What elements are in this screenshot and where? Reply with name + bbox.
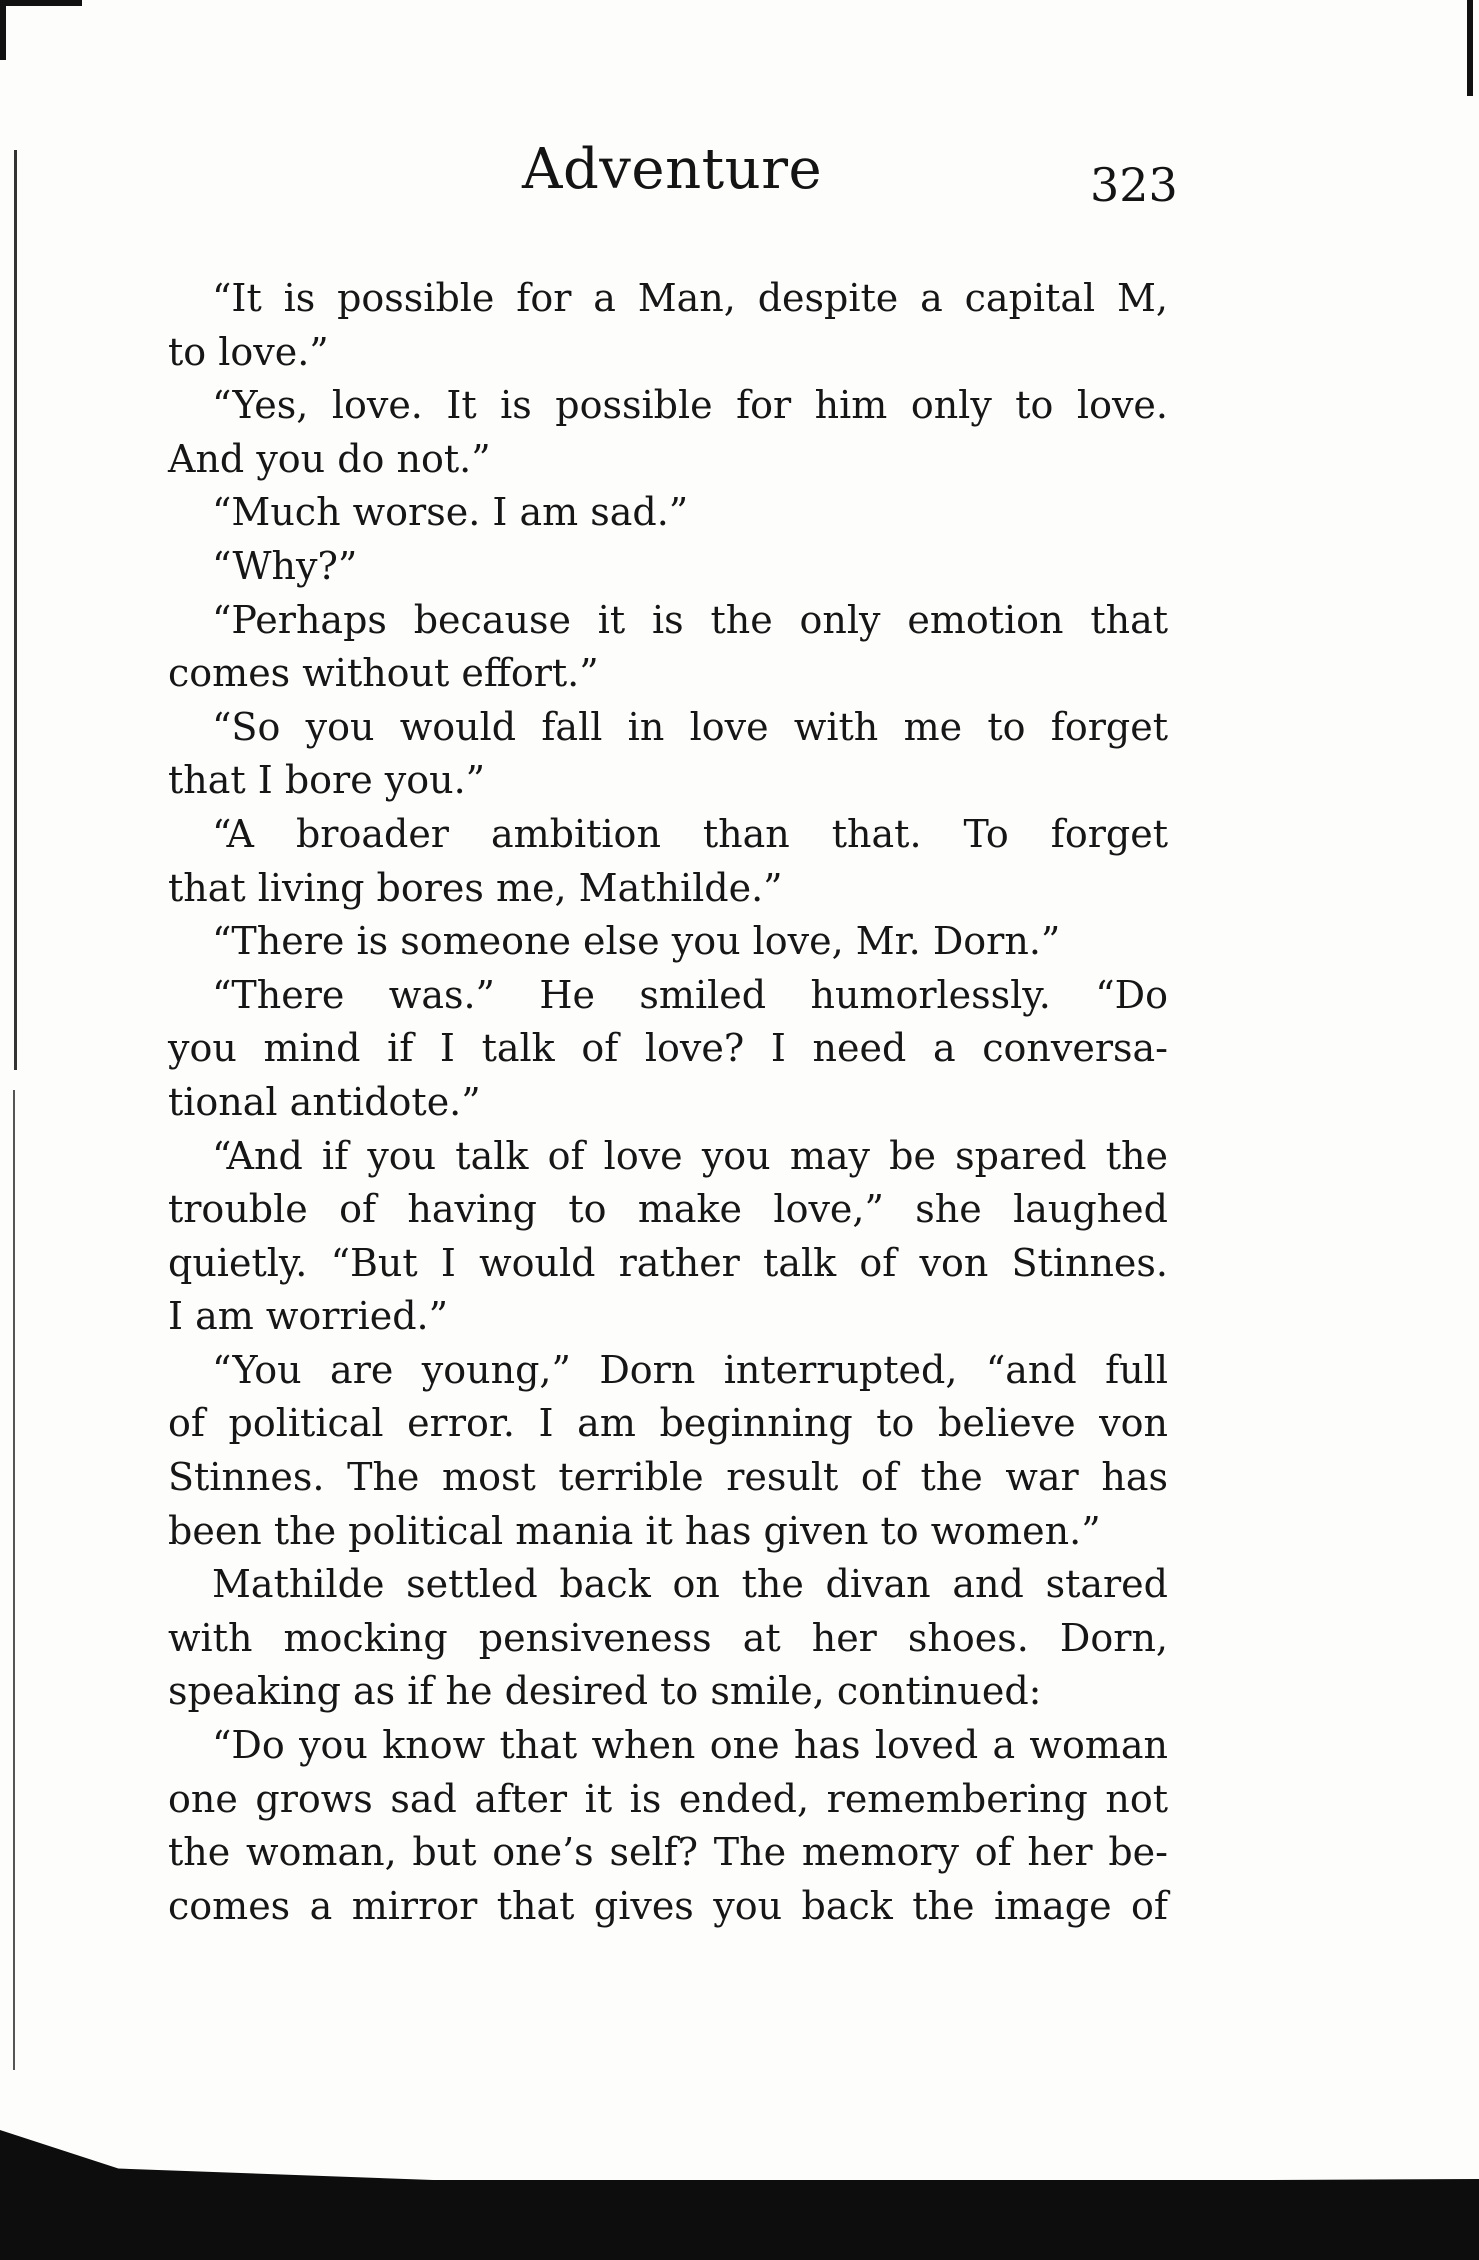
scan-edge-mark — [1467, 0, 1473, 96]
text-line: “A broader ambition than that. To forget — [212, 811, 1168, 856]
text-line: been the political mania it has given to women.” — [168, 1508, 1101, 1553]
scan-edge-mark — [0, 0, 82, 6]
scan-gutter-shadow — [14, 150, 17, 1070]
text-line: “It is possible for a Man, despite a capital M, — [212, 276, 1168, 320]
text-line: one grows sad after it is ended, remembering not — [168, 1776, 1168, 1821]
text-line: quietly. “But I would rather talk of von Stinnes. — [168, 1240, 1168, 1285]
running-head: Adventure — [522, 137, 823, 202]
text-line: “You are young,” Dorn interrupted, “and full — [212, 1347, 1168, 1392]
text-line: the woman, but one’s self? The memory of her be- — [168, 1830, 1168, 1875]
scan-bottom-shadow — [0, 2180, 1479, 2260]
text-line: “Much worse. I am sad.” — [212, 490, 689, 535]
scan-edge-mark — [0, 0, 6, 60]
text-line: that living bores me, Mathilde.” — [168, 865, 783, 910]
text-line: Mathilde settled back on the divan and stared — [212, 1562, 1168, 1607]
text-line: with mocking pensiveness at her shoes. Dorn, — [168, 1615, 1168, 1660]
page-number: 323 — [1090, 158, 1178, 212]
text-line: tional antidote.” — [168, 1079, 481, 1124]
text-line: to love.” — [168, 329, 329, 374]
text-line: trouble of having to make love,” she laughed — [168, 1187, 1168, 1232]
text-line: comes a mirror that gives you back the image of — [168, 1883, 1168, 1928]
text-line: “So you would fall in love with me to forget — [212, 704, 1168, 749]
text-line: Stinnes. The most terrible result of the war has — [168, 1455, 1168, 1500]
text-line: of political error. I am beginning to believe von — [168, 1401, 1168, 1446]
text-line: you mind if I talk of love? I need a conversa- — [168, 1026, 1168, 1071]
text-line: that I bore you.” — [168, 758, 486, 803]
scan-gutter-shadow — [13, 1090, 15, 2070]
text-line: “Perhaps because it is the only emotion that — [212, 597, 1168, 642]
text-line: speaking as if he desired to smile, continued: — [168, 1669, 1042, 1714]
text-line: “Why?” — [212, 543, 358, 588]
text-line: And you do not.” — [168, 436, 491, 481]
text-line: comes without effort.” — [168, 651, 599, 696]
text-line: I am worried.” — [168, 1294, 449, 1339]
text-line: “There was.” He smiled humorlessly. “Do — [212, 972, 1168, 1017]
text-line: “There is someone else you love, Mr. Dorn.” — [212, 919, 1061, 964]
text-line: “And if you talk of love you may be spared the — [212, 1133, 1168, 1178]
text-line: “Do you know that when one has loved a woman — [212, 1723, 1168, 1768]
body-text — [168, 272, 1168, 1933]
text-line: “Yes, love. It is possible for him only to love. — [212, 383, 1168, 428]
